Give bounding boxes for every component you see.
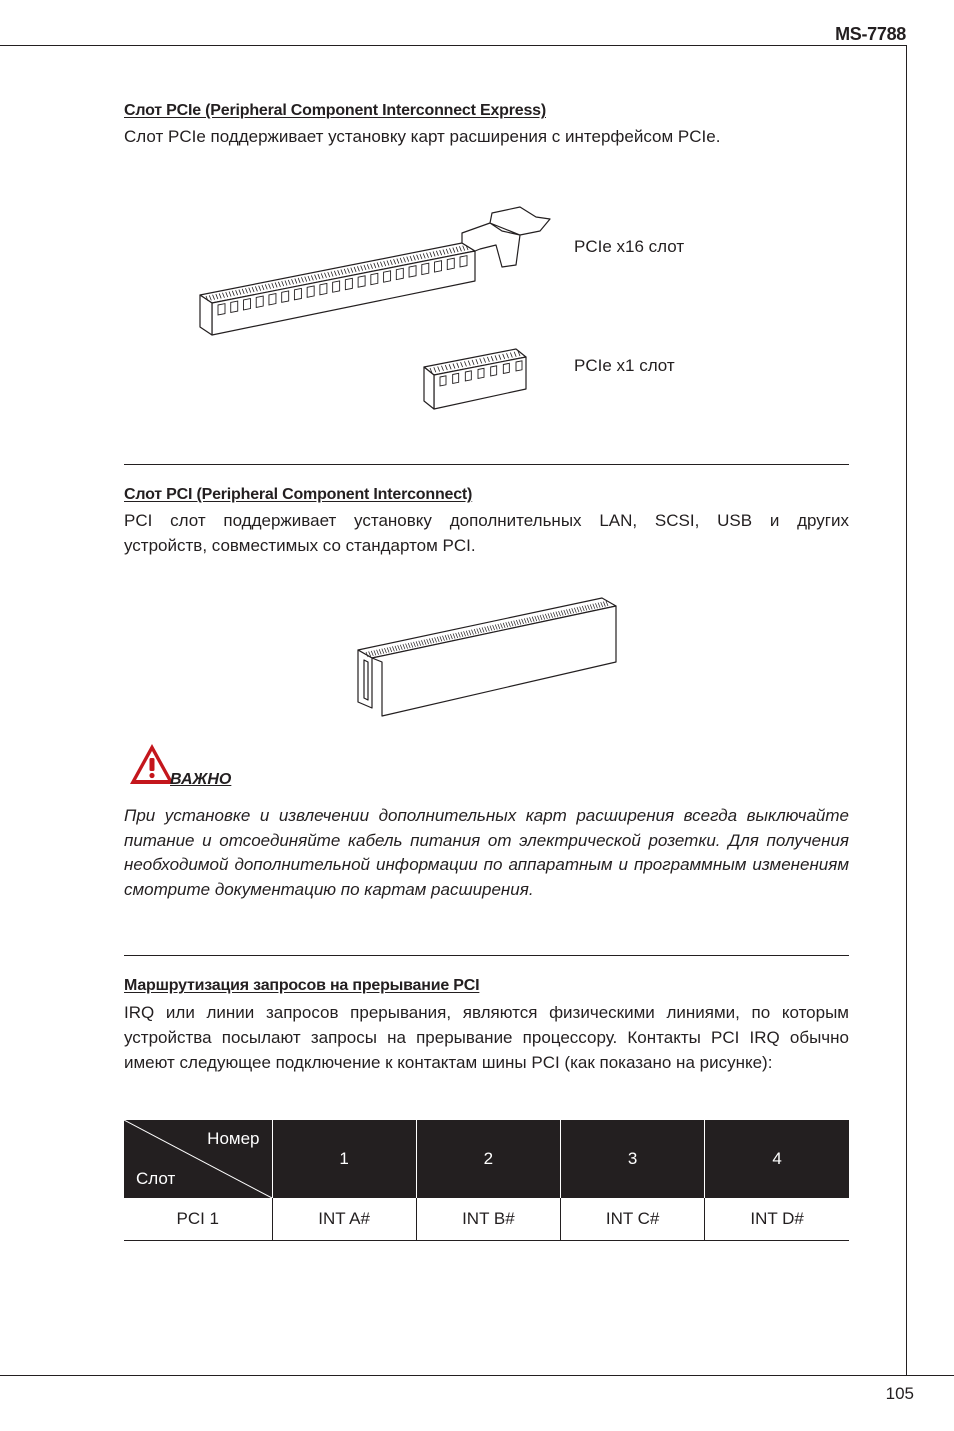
column-header: 4 bbox=[705, 1120, 849, 1198]
column-header: 1 bbox=[272, 1120, 416, 1198]
pcie-x1-slot-illustration bbox=[420, 345, 530, 415]
irq-routing-table bbox=[124, 1120, 849, 1241]
page-number: 105 bbox=[885, 1384, 914, 1403]
important-text: При установке и извлечении дополнительных карт расширения всегда выключайте питание и отсоединяйте кабель питания от электрической розетки. Для получения необходимой дополнительной информации по аппаратным и программным изменениям смотрите документацию по картам расширения. bbox=[124, 806, 849, 899]
pci-section-title: Слот PCI (Peripheral Component Interconnect) bbox=[124, 486, 473, 503]
pci-description-line1: PCI слот поддерживает установку дополнительных LAN, SCSI, USB и других bbox=[124, 511, 849, 530]
column-header: 2 bbox=[416, 1120, 560, 1198]
slot-cell: PCI 1 bbox=[124, 1198, 272, 1241]
corner-label-number: Номер bbox=[207, 1129, 260, 1148]
pcie-description: Слот PCIe поддерживает установку карт расширения с интерфейсом PCIe. bbox=[124, 127, 721, 146]
table-corner-cell bbox=[124, 1120, 272, 1198]
table-row bbox=[124, 1198, 849, 1241]
table-header-row bbox=[124, 1120, 849, 1198]
irq-description: IRQ или линии запросов прерывания, являются физическими линиями, по которым устройства посылают запросы на прерывание процессору. Контакты PCI IRQ обычно имеют следующее подключение к контактам шины PCI (как показано на рисунке): bbox=[124, 1003, 849, 1072]
pci-slot-illustration bbox=[352, 592, 622, 722]
top-rule bbox=[0, 45, 906, 46]
warning-icon bbox=[128, 742, 176, 786]
important-title: ВАЖНО bbox=[170, 771, 232, 788]
table-cell: INT D# bbox=[705, 1198, 849, 1241]
corner-label-slot: Слот bbox=[136, 1169, 176, 1188]
side-rule bbox=[906, 45, 907, 1375]
pcie-x16-slot-illustration bbox=[190, 195, 560, 345]
pci-description-line2: устройств, совместимых со стандартом PCI. bbox=[124, 536, 476, 555]
pcie-x1-label: PCIe x1 слот bbox=[574, 356, 675, 375]
irq-section-title: Маршрутизация запросов на прерывание PCI bbox=[124, 977, 480, 994]
bottom-rule bbox=[0, 1375, 954, 1376]
separator bbox=[124, 955, 849, 956]
column-header: 3 bbox=[561, 1120, 705, 1198]
model-name: MS-7788 bbox=[835, 24, 906, 44]
table-cell: INT B# bbox=[416, 1198, 560, 1241]
separator bbox=[124, 464, 849, 465]
pcie-x16-label: PCIe x16 слот bbox=[574, 237, 685, 256]
table-cell: INT C# bbox=[561, 1198, 705, 1241]
table-cell: INT A# bbox=[272, 1198, 416, 1241]
pcie-section-title: Слот PCIe (Peripheral Component Interconnect Express) bbox=[124, 102, 546, 119]
